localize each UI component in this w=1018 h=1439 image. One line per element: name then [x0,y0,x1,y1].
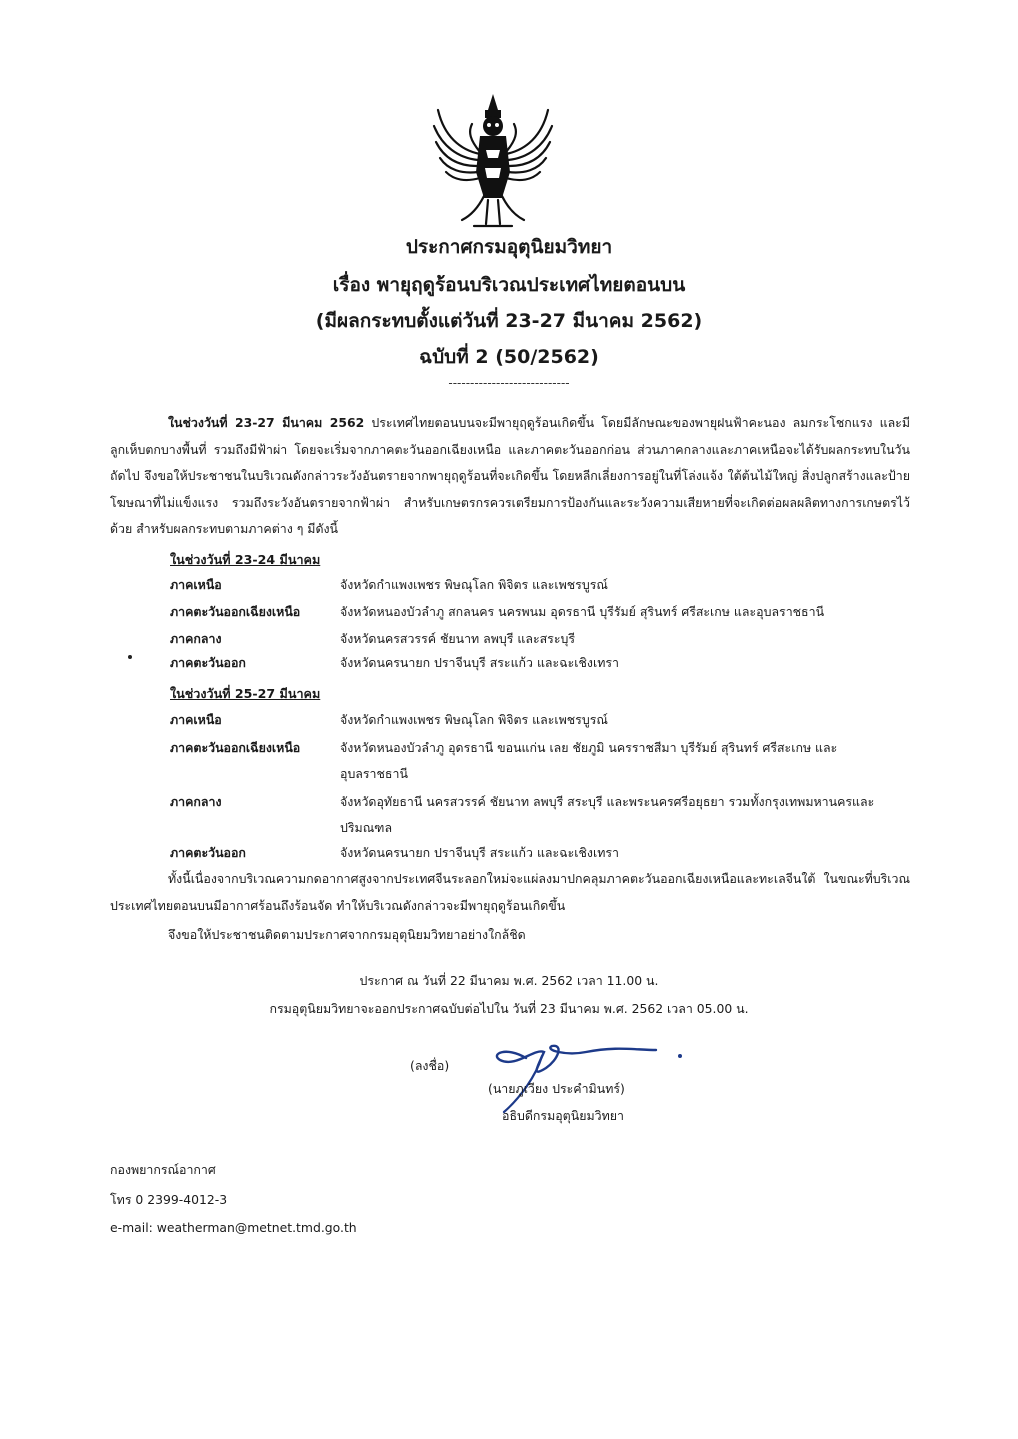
region-name: ภาคเหนือ [170,712,222,727]
handwritten-signature [486,1026,686,1116]
region-name: ภาคเหนือ [170,577,222,592]
region-name: ภาคตะวันออกเฉียงเหนือ [170,740,301,755]
announcement-subject: เรื่อง พายุฤดูร้อนบริเวณประเทศไทยตอนบน [332,274,686,296]
issue-number: ฉบับที่ 2 (50/2562) [419,346,599,368]
scan-speck [128,655,132,659]
region-name: ภาคตะวันออก [170,655,246,670]
region-name: ภาคตะวันออกเฉียงเหนือ [170,604,301,619]
region-provinces: จังหวัดอุทัยธานี นครสวรรค์ ชัยนาท ลพบุรี สระบุรี และพระนครศรีอยุธยา รวมทั้งกรุงเทพมหานครและปริมณฑล [340,794,875,835]
region-provinces: จังหวัดกำแพงเพชร พิษณุโลก พิจิตร และเพชรบูรณ์ [340,577,608,592]
region-provinces: จังหวัดนครนายก ปราจีนบุรี สระแก้ว และฉะเชิงเทรา [340,845,619,860]
region-provinces: จังหวัดหนองบัวลำภู สกลนคร นครพนม อุดรธานี บุรีรัมย์ สุรินทร์ ศรีสะเกษ และอุบลราชธานี [340,604,825,619]
signer-title: อธิบดีกรมอุตุนิยมวิทยา [502,1108,624,1123]
divider: ---------------------------- [448,376,570,390]
signed-label: (ลงชื่อ) [410,1058,450,1073]
period1-heading: ในช่วงวันที่ 23-24 มีนาคม [170,552,321,567]
effective-period: (มีผลกระทบตั้งแต่วันที่ 23-27 มีนาคม 2562) [315,310,703,332]
region-provinces: จังหวัดนครนายก ปราจีนบุรี สระแก้ว และฉะเชิงเทรา [340,655,619,670]
contact-division: กองพยากรณ์อากาศ [110,1162,216,1177]
announcement-title: ประกาศกรมอุตุนิยมวิทยา [405,236,613,258]
next-issue-datetime: กรมอุตุนิยมวิทยาจะออกประกาศฉบับต่อไปใน วันที่ 23 มีนาคม พ.ศ. 2562 เวลา 05.00 น. [269,1001,749,1016]
garuda-emblem-icon [430,92,556,232]
region-provinces: จังหวัดกำแพงเพชร พิษณุโลก พิจิตร และเพชรบูรณ์ [340,712,608,727]
region-provinces: จังหวัดนครสวรรค์ ชัยนาท ลพบุรี และสระบุรี [340,631,576,646]
intro-text: ประเทศไทยตอนบนจะมีพายุฤดูร้อนเกิดขึ้น โดยมีลักษณะของพายุฝนฟ้าคะนอง ลมกระโชกแรง และมีลูกเห็บตกบางพื้นที่ รวมถึงมีฟ้าผ่า โดยจะเริ่มจากภาคตะวันออกเฉียงเหนือ และภาคตะวันออกก่อน ส่วนภาคกลางและภาคเหนือจะได้รับผลกระทบในวันถัดไป จึงขอให้ประชาชนในบริเวณดังกล่าวระวังอันตรายจากพายุฤดูร้อนที่จะเกิดขึ้น โดยหลีกเลี่ยงการอยู่ในที่โล่งแจ้ง ใต้ต้นไม้ใหญ่ สิ่งปลูกสร้างและป้ายโฆษณาที่ไม่แข็งแรง รวมถึงระวังอันตรายจากฟ้าผ่า สำหรับเกษตรกรควรเตรียมการป้องกันและระวังความเสียหายที่จะเกิดต่อผลผลิตทางการเกษตรไว้ด้วย สำหรับผลกระทบตามภาคต่าง ๆ มีดังนี้ [110,415,911,536]
cause-paragraph: ทั้งนี้เนื่องจากบริเวณความกดอากาศสูงจากประเทศจีนระลอกใหม่จะแผ่ลงมาปกคลุมภาคตะวันออกเฉียงเหนือและทะเลจีนใต้ ในขณะที่บริเวณประเทศไทยตอนบนมีอากาศร้อนถึงร้อนจัด ทำให้บริเวณดังกล่าวจะมีพายุฤดูร้อนเกิดขึ้น [110,871,910,913]
region-provinces: จังหวัดหนองบัวลำภู อุดรธานี ขอนแก่น เลย ชัยภูมิ นครราชสีมา บุรีรัมย์ สุรินทร์ ศรีสะเกษ และอุบลราชธานี [340,740,838,781]
period2-heading: ในช่วงวันที่ 25-27 มีนาคม [170,686,321,701]
region-name: ภาคตะวันออก [170,845,246,860]
contact-phone: โทร 0 2399-4012-3 [110,1192,228,1207]
region-name: ภาคกลาง [170,631,222,646]
advise-text: จึงขอให้ประชาชนติดตามประกาศจากกรมอุตุนิยมวิทยาอย่างใกล้ชิด [168,927,526,942]
contact-email: e-mail: weatherman@metnet.tmd.go.th [110,1220,357,1235]
signer-name: (นายภูเวียง ประคำมินทร์) [488,1081,625,1096]
issued-datetime: ประกาศ ณ วันที่ 22 มีนาคม พ.ศ. 2562 เวลา 11.00 น. [359,973,659,988]
region-name: ภาคกลาง [170,794,222,809]
intro-lead: ในช่วงวันที่ 23-27 มีนาคม 2562 [168,415,365,430]
intro-paragraph [110,410,910,543]
